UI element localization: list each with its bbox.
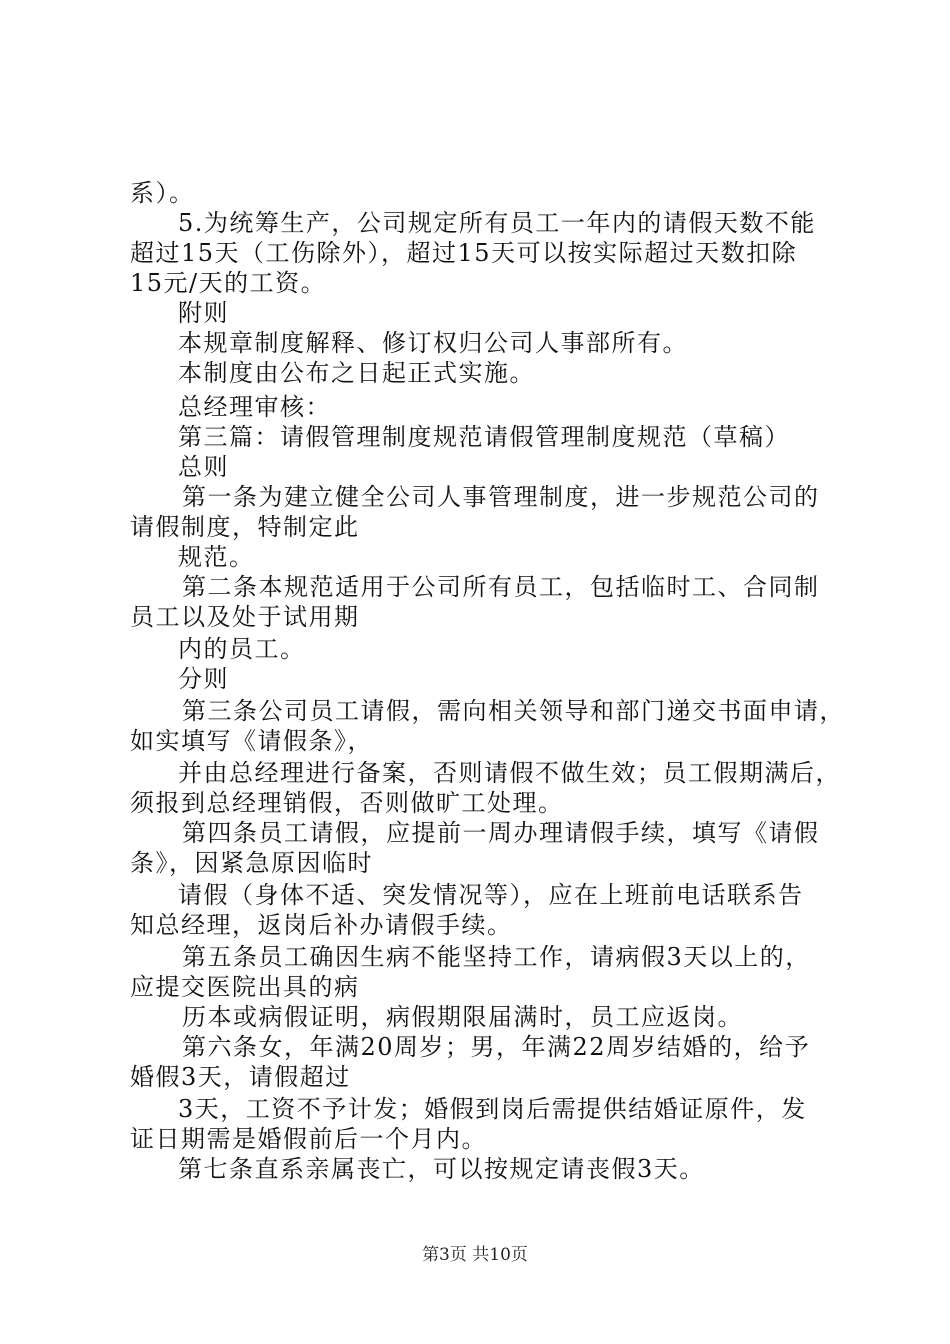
line-18: 第三条公司员工请假，需向相关领导和部门递交书面申请， xyxy=(182,697,845,725)
line-7: 本制度由公布之日起正式实施。 xyxy=(178,359,535,387)
line-27: 应提交医院出具的病 xyxy=(130,973,360,1001)
section-heading-appendix: 附则 xyxy=(178,299,229,327)
section-heading-general: 总则 xyxy=(178,453,229,481)
line-24: 请假（身体不适、突发情况等），应在上班前电话联系告 xyxy=(178,881,804,909)
line-15: 员工以及处于试用期 xyxy=(130,603,360,631)
chapter-title: 第三篇：请假管理制度规范请假管理制度规范（草稿） xyxy=(178,423,790,451)
line-3: 超过15天（工伤除外），超过15天可以按实际超过天数扣除 xyxy=(130,239,798,267)
line-19: 如实填写《请假条》， xyxy=(130,727,373,755)
line-33: 第七条直系亲属丧亡，可以按规定请丧假3天。 xyxy=(178,1155,705,1183)
line-31: 3天，工资不予计发；婚假到岗后需提供结婚证原件，发 xyxy=(178,1095,807,1123)
line-13: 规范。 xyxy=(178,543,255,571)
line-8: 总经理审核： xyxy=(178,393,331,421)
line-32: 证日期需是婚假前后一个月内。 xyxy=(130,1125,487,1153)
page-footer: 第3页 共10页 xyxy=(422,1245,528,1265)
line-29: 第六条女，年满20周岁；男，年满22周岁结婚的，给予 xyxy=(182,1033,811,1061)
line-16: 内的员工。 xyxy=(178,635,306,663)
line-20: 并由总经理进行备案，否则请假不做生效；员工假期满后， xyxy=(178,759,841,787)
line-25: 知总经理，返岗后补办请假手续。 xyxy=(130,911,513,939)
line-30: 婚假3天，请假超过 xyxy=(130,1063,351,1091)
section-heading-detailed: 分则 xyxy=(178,665,229,693)
line-14: 第二条本规范适用于公司所有员工，包括临时工、合同制 xyxy=(182,573,820,601)
line-22: 第四条员工请假，应提前一周办理请假手续，填写《请假 xyxy=(182,819,820,847)
line-2: 5.为统筹生产，公司规定所有员工一年内的请假天数不能 xyxy=(178,209,816,237)
line-23: 条》，因紧急原因临时 xyxy=(130,849,373,877)
line-1: 系）。 xyxy=(130,179,195,207)
line-26: 第五条员工确因生病不能坚持工作，请病假3天以上的， xyxy=(182,943,811,971)
line-12: 请假制度，特制定此 xyxy=(130,513,360,541)
line-28: 历本或病假证明，病假期限届满时，员工应返岗。 xyxy=(182,1003,743,1031)
line-21: 须报到总经理销假，否则做旷工处理。 xyxy=(130,789,564,817)
line-4: 15元/天的工资。 xyxy=(130,269,327,297)
line-6: 本规章制度解释、修订权归公司人事部所有。 xyxy=(178,329,688,357)
line-11: 第一条为建立健全公司人事管理制度，进一步规范公司的 xyxy=(182,483,820,511)
